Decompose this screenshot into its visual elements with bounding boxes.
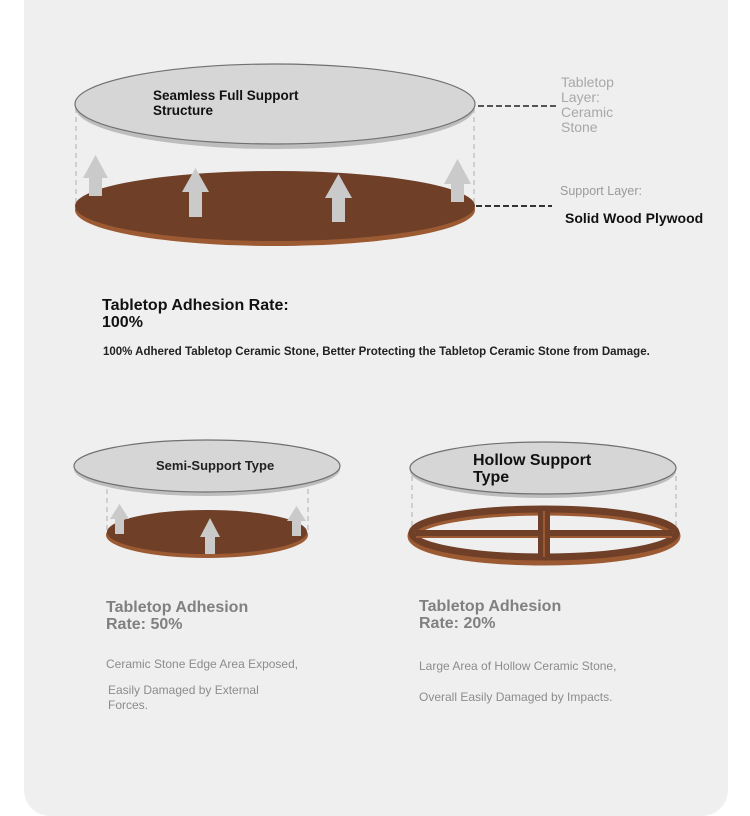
full-support-label: Seamless Full Support Structure bbox=[153, 88, 299, 118]
hollow-support-rate: Tabletop Adhesion Rate: 20% bbox=[419, 598, 562, 632]
full-support-rate: Tabletop Adhesion Rate: 100% bbox=[102, 297, 289, 331]
semi-support-label: Semi-Support Type bbox=[156, 458, 275, 473]
tabletop-layer-label: Tabletop Layer: Ceramic Stone bbox=[561, 74, 614, 135]
semi-support-description-2: Easily Damaged by External Forces. bbox=[108, 683, 259, 712]
semi-support-description-1: Ceramic Stone Edge Area Exposed, bbox=[106, 657, 299, 671]
support-layer-value: Solid Wood Plywood bbox=[565, 210, 704, 226]
hollow-support-description-2: Overall Easily Damaged by Impacts. bbox=[419, 690, 613, 704]
support-layer-caption: Support Layer: bbox=[560, 184, 642, 198]
semi-support-rate: Tabletop Adhesion Rate: 50% bbox=[106, 599, 249, 633]
hollow-support-label: Hollow Support Type bbox=[473, 452, 592, 486]
full-support-description: 100% Adhered Tabletop Ceramic Stone, Better Protecting the Tabletop Ceramic Stone from Damage. bbox=[103, 346, 650, 358]
hollow-support-description-1: Large Area of Hollow Ceramic Stone, bbox=[419, 659, 617, 673]
